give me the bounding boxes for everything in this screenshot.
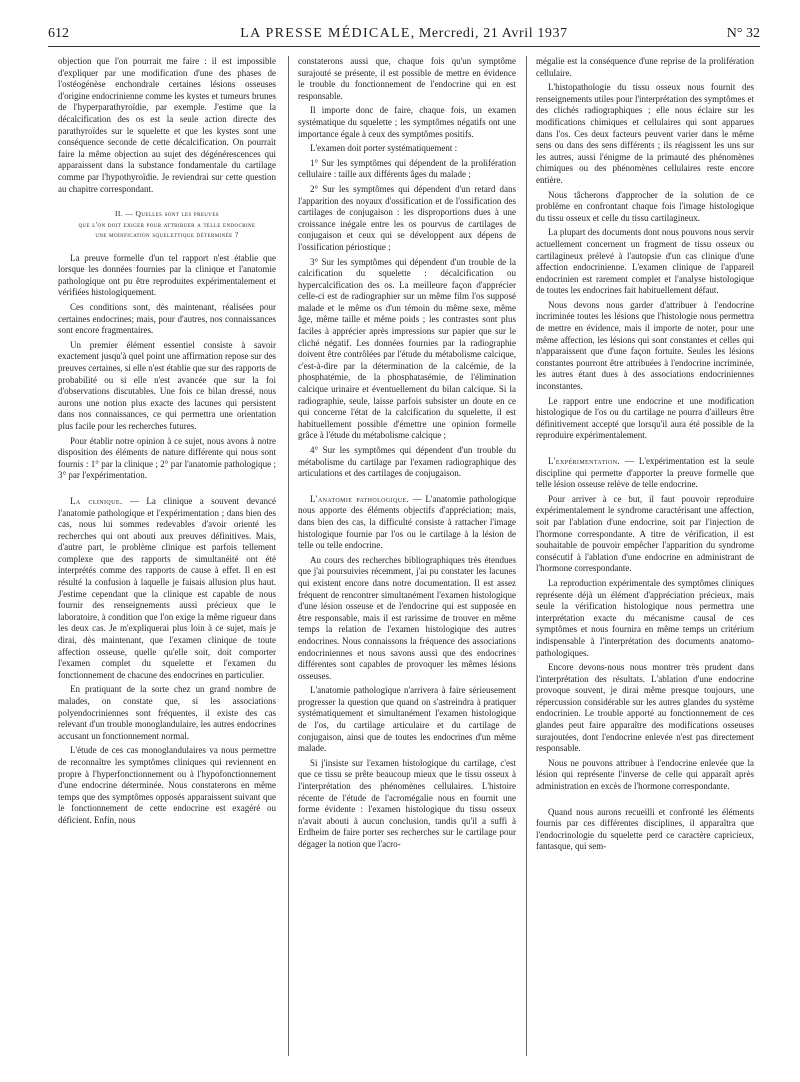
paragraph: Un premier élément essentiel consiste à savoir exactement jusqu'à quel point une affirmation repose sur des preuves certaines, si elle n'est établie que sur des rapports de probabilité ou si elle n'est avancée que sur la foi d'observations discutables. Une fois ce bilan dressé, nous aurons une notion plus exacte des lacunes qui persistent dans nos connaissances, ce qui permettra une orientation plus facile pour les recherches futures.	[58, 339, 276, 431]
paragraph: constaterons aussi que, chaque fois qu'un symptôme surajouté se présente, il est possible de mettre en évidence le trouble du fonctionnement de l'endocrine qui en est responsable.	[298, 56, 516, 101]
journal-title: LA PRESSE MÉDICALE	[240, 26, 411, 41]
paragraph: mégalie est la conséquence d'une reprise de la prolifération cellulaire.	[536, 56, 754, 78]
paragraph: Ces conditions sont, dès maintenant, réalisées pour certaines endocrines; mais, pour d'autres, nos connaissances sont encore fragmentaires.	[58, 302, 276, 336]
subsection-lead: L'anatomie pathologique.	[310, 493, 410, 504]
paragraph: Nous tâcherons d'approcher de la solution de ce problème en confrontant chaque fois l'image histologique du tissu osseux et celle du tissu cartilagineux.	[536, 189, 754, 223]
paragraph	[536, 456, 754, 491]
running-header	[48, 24, 760, 47]
paragraph: L'étude de ces cas monoglandulaires va nous permettre de reconnaître les symptômes cliniques qui reviennent en propre à l'hyperfonctionnement ou à l'hypofonctionnement d'une endocrine déterminée. Nous constaterons en même temps que des symptômes opposés apparaissent suivant que le fonctionnement de cette endocrine est exagéré ou déficient. Enfin, nous	[58, 745, 276, 825]
paragraph: Si j'insiste sur l'examen histologique du cartilage, c'est que ce tissu se prête beaucoup mieux que le tissu osseux à l'interprétation des phénomènes cellulaires. L'histoire récente de l'étude de l'acromégalie nous en fournit une forme évidente : l'examen histologique du tissu osseux n'avait abouti à aucun conclusion, tandis qu'il a suffi à Erdheim de faire porter ses recherches sur le cartilage pour dégager la notion que l'acro-	[298, 757, 516, 849]
paragraph: 2° Sur les symptômes qui dépendent d'un retard dans l'apparition des noyaux d'ossification et de l'ossification des cartilages de conjugaison : les disproportions dues à une croissance inégale entre les os pourvus de cartilages de conjugaison et ceux qui se développent aux dépens de l'ossification périostique ;	[298, 183, 516, 252]
journal-header	[48, 26, 760, 42]
paragraph: Quand nous aurons recueilli et confronté les éléments fournis par ces différentes disciplines, il apparaîtra que l'endocrinologie du squelette perd ce caractère capricieux, fantasque, qui sem-	[536, 806, 754, 852]
section-heading-line: que l'on doit exiger pour attribuer a telle endocrine	[78, 219, 256, 229]
section-heading	[58, 209, 276, 241]
paragraph: Nous ne pouvons attribuer à l'endocrine enlevée que la lésion qui représente l'inverse de celle qui apparaît après administration en excès de l'hormone correspondante.	[536, 757, 754, 792]
subsection-lead: L'expérimentation.	[548, 456, 621, 466]
paragraph: Il importe donc de faire, chaque fois, un examen systématique du squelette ; les symptômes négatifs ont une importance égale à ceux des symptômes positifs.	[298, 105, 516, 139]
paragraph: Pour arriver à ce but, il faut pouvoir reproduire expérimentalement le syndrome caractérisant une affection, soit par l'ablation d'une endocrine, soit par l'injection de l'hormone correspondante. A titre de vérification, il est souhaitable de pouvoir empêcher l'apparition du syndrome consécutif à l'ablation d'une endocrine en administrant de l'hormone correspondante.	[536, 493, 754, 574]
paragraph: La preuve formelle d'un tel rapport n'est établie que lorsque les données fournies par la clinique et l'anatomie pathologique ont pu être reproduites expérimentalement et vérifiées histologiquement.	[58, 252, 276, 298]
paragraph	[298, 494, 516, 552]
paragraph-text: — L'expérimentation est la seule discipline qui permette d'apporter la preuve formelle que telle lésion osseuse relève de telle endocrine.	[536, 456, 754, 490]
paragraph: La plupart des documents dont nous pouvons nous servir actuellement concernent un fragment de tissu osseux ou cartilagineux prélevé à l'autopsie d'un cas clinique d'une affection endocrinienne. L'examen clinique de l'appareil endocrinien est rarement complet et l'analyse histologique de toutes les endocrines fait habituellement défaut.	[536, 227, 754, 296]
paragraph: 3° Sur les symptômes qui dépendent d'un trouble de la calcification du squelette : décalcification ou hypercalcification des os. La meilleure façon d'apprécier celle-ci est de radiographier sur un même film l'os supposé malade et le même os d'un témoin du même sexe, même âge, même taille et même poids ; les contrastes sont plus faciles à apprécier après impressions sur papier que sur le cliché négatif. Les données fournies par la radiographie doivent être contrôlées par l'étude du métabolisme calcique, c'est-à-dire par la détermination de la calcémie, de la phosphatémie, de la phosphatasémie, de l'élimination calcique urinaire et éventuellement du bilan calcique. Si la radiographie, seule, laisse parfois subsister un doute en ce qui concerne l'état de la calcification du squelette, il est habituellement possible d'émettre une opinion formelle grâce à l'étude du métabolisme calcique ;	[298, 256, 516, 441]
issue-date: , Mercredi, 21 Avril 1937	[410, 26, 568, 41]
section-heading-line: II. — Quelles sont les preuves	[115, 209, 219, 219]
column-divider	[526, 56, 527, 1056]
paragraph	[58, 496, 276, 682]
paragraph: L'anatomie pathologique n'arrivera à faire sérieusement progresser la question que quand on s'astreindra à pratiquer systématiquement et simultanément l'examen histologique de l'os, du cartilage articulaire et du cartilage de conjugaison, ainsi que de toutes les endocrines d'un même malade.	[298, 685, 516, 754]
column-divider	[288, 56, 289, 1056]
column-3	[536, 56, 754, 1076]
paragraph: L'examen doit porter systématiquement :	[310, 143, 458, 154]
paragraph: Encore devons-nous nous montrer très prudent dans l'interprétation des résultats. L'ablation d'une endocrine provoque souvent, je dirai même presque toujours, une répercussion considérable sur les autres glandes du système endocrinien. Le trouble apporté au fonctionnement de ces glandes peut faire apparaître des modifications osseuses surajoutées, dont l'endocrine enlevée n'est pas directement responsable.	[536, 662, 754, 754]
paragraph: Pour établir notre opinion à ce sujet, nous avons à notre disposition des éléments de nature différente qui nous sont fournis : 1° par la clinique ; 2° par l'anatomie pathologique ; 3° par l'expérimentation.	[58, 435, 276, 481]
paragraph: La reproduction expérimentale des symptômes cliniques représente déjà un élément d'appréciation précieux, mais seule la vérification histologique nous permettra une interprétation exacte du mécanisme causal de ces symptômes et nous fournira en même temps un critérium indispensable à l'interprétation des documents anatomo-pathologiques.	[536, 577, 754, 658]
section-heading-line: une modification squelettique déterminée ?	[95, 230, 239, 240]
paragraph: 1° Sur les symptômes qui dépendent de la prolifération cellulaire : taille aux différents âges du malade ;	[298, 157, 516, 180]
paragraph-text: — La clinique a souvent devancé l'anatomie pathologique et l'expérimentation ; dans bien des cas, nous lui sommes redevables d'avoir orienté les recherches qui ont abouti aux preuves définitives. Mais, d'autre part, le problème clinique est parfois tellement complexe que des rapports de simultanéité ont été interprétés comme des rapports de cause à effet. Il en est résulté la confusion à laquelle je faisais allusion plus haut. J'estime cependant que la clinique est capable de nous fournir des renseignements aussi précieux que le laboratoire, à condition que l'on exige la même rigueur dans les deux cas. Je m'expliquerai plus loin à ce sujet, mais je dirai, dès maintenant, que l'examen clinique de toute affection osseuse, quelle qu'elle soit, doit comporter l'examen complet du squelette et l'examen du fonctionnement de chacune des endocrines en particulier.	[58, 495, 276, 680]
column-1	[58, 56, 276, 1076]
paragraph-text: — L'anatomie pathologique nous apporte des éléments objectifs d'appréciation; mais, dans bien des cas, la difficulté consiste à rattacher l'image histologique fournie par l'os ou le cartilage à la lésion de telle ou telle endocrine.	[298, 493, 516, 551]
paragraph: Le rapport entre une endocrine et une modification histologique de l'os ou du cartilage ne pourra d'ailleurs être définitivement accepté que lorsqu'il aura été possible de la reproduire expérimentalement.	[536, 395, 754, 441]
paragraph: 4° Sur les symptômes qui dépendent d'un trouble du métabolisme du cartilage par l'examen radiographique des articulations et des cartilages de conjugaison.	[298, 445, 516, 479]
subsection-lead: La clinique.	[70, 495, 123, 506]
paragraph: L'histopathologie du tissu osseux nous fournit des renseignements utiles pour l'interprétation des symptômes et des clichés radiographiques ; elle nous éclaire sur les modifications chimiques et cellulaires qui sont apparues dans l'os. Ces deux facteurs peuvent varier dans le même sens ou dans des sens différents ; ils réagissent les uns sur les autres, aussi l'énigme de la primauté des phénomènes chimiques ou des phénomènes cellulaires reste encore entière.	[536, 82, 754, 185]
column-2	[298, 56, 516, 1076]
page-number: 612	[48, 26, 69, 41]
issue-number: N° 32	[726, 26, 760, 41]
paragraph: Nous devons nous garder d'attribuer à l'endocrine incriminée toutes les lésions que l'histologie nous permettra de mettre en évidence, mais il importe de noter, pour une même affection, les lésions qui sont constantes et celles qui n'apparaissent que d'une façon fortuite. Seules les lésions constantes pourront être attribuées à l'endocrine incriminée, les autres étant dues à des associations endocriniennes inconstantes.	[536, 299, 754, 392]
paragraph: objection que l'on pourrait me faire : il est impossible d'expliquer par une modification d'une des phases de l'ostéogénèse enchondrale certaines lésions osseuses d'origine endocrinienne comme les kystes et tumeurs brunes de l'hyperparathyroïdie, par exemple. J'estime que la décalcification des os est la seule action directe des parathyroïdes sur le squelette et que les kystes sont une conséquence seconde de cette décalcification. On pourrait faire la même objection au sujet des dégénérescences qui apparaissent dans la substance fondamentale du cartilage comme par l'hypothyroïdie. Je reviendrai sur cette question au chapitre correspondant.	[58, 56, 276, 194]
paragraph: Au cours des recherches bibliographiques très étendues que j'ai poursuivies récemment, j'ai pu constater les lacunes qui existent encore dans notre documentation. Il est assez fréquent de rencontrer simultanément l'examen histologique d'une lésion osseuse et de l'endocrine qui est supposée en être responsable, mais il est rarissime de trouver en même temps la relation de l'examen histologique des autres endocrines. Nous connaissons la fréquence des associations endocriniennes et nous savons aussi que des endocrines différentes sont capables de provoquer les mêmes lésions osseuses.	[298, 554, 516, 681]
paragraph: En pratiquant de la sorte chez un grand nombre de malades, on constate que, si les associations polyendocriniennes sont fréquentes, il existe des cas relevant d'un trouble monoglandulaire, les autres endocrines accusant un fonctionnement normal.	[58, 684, 276, 741]
